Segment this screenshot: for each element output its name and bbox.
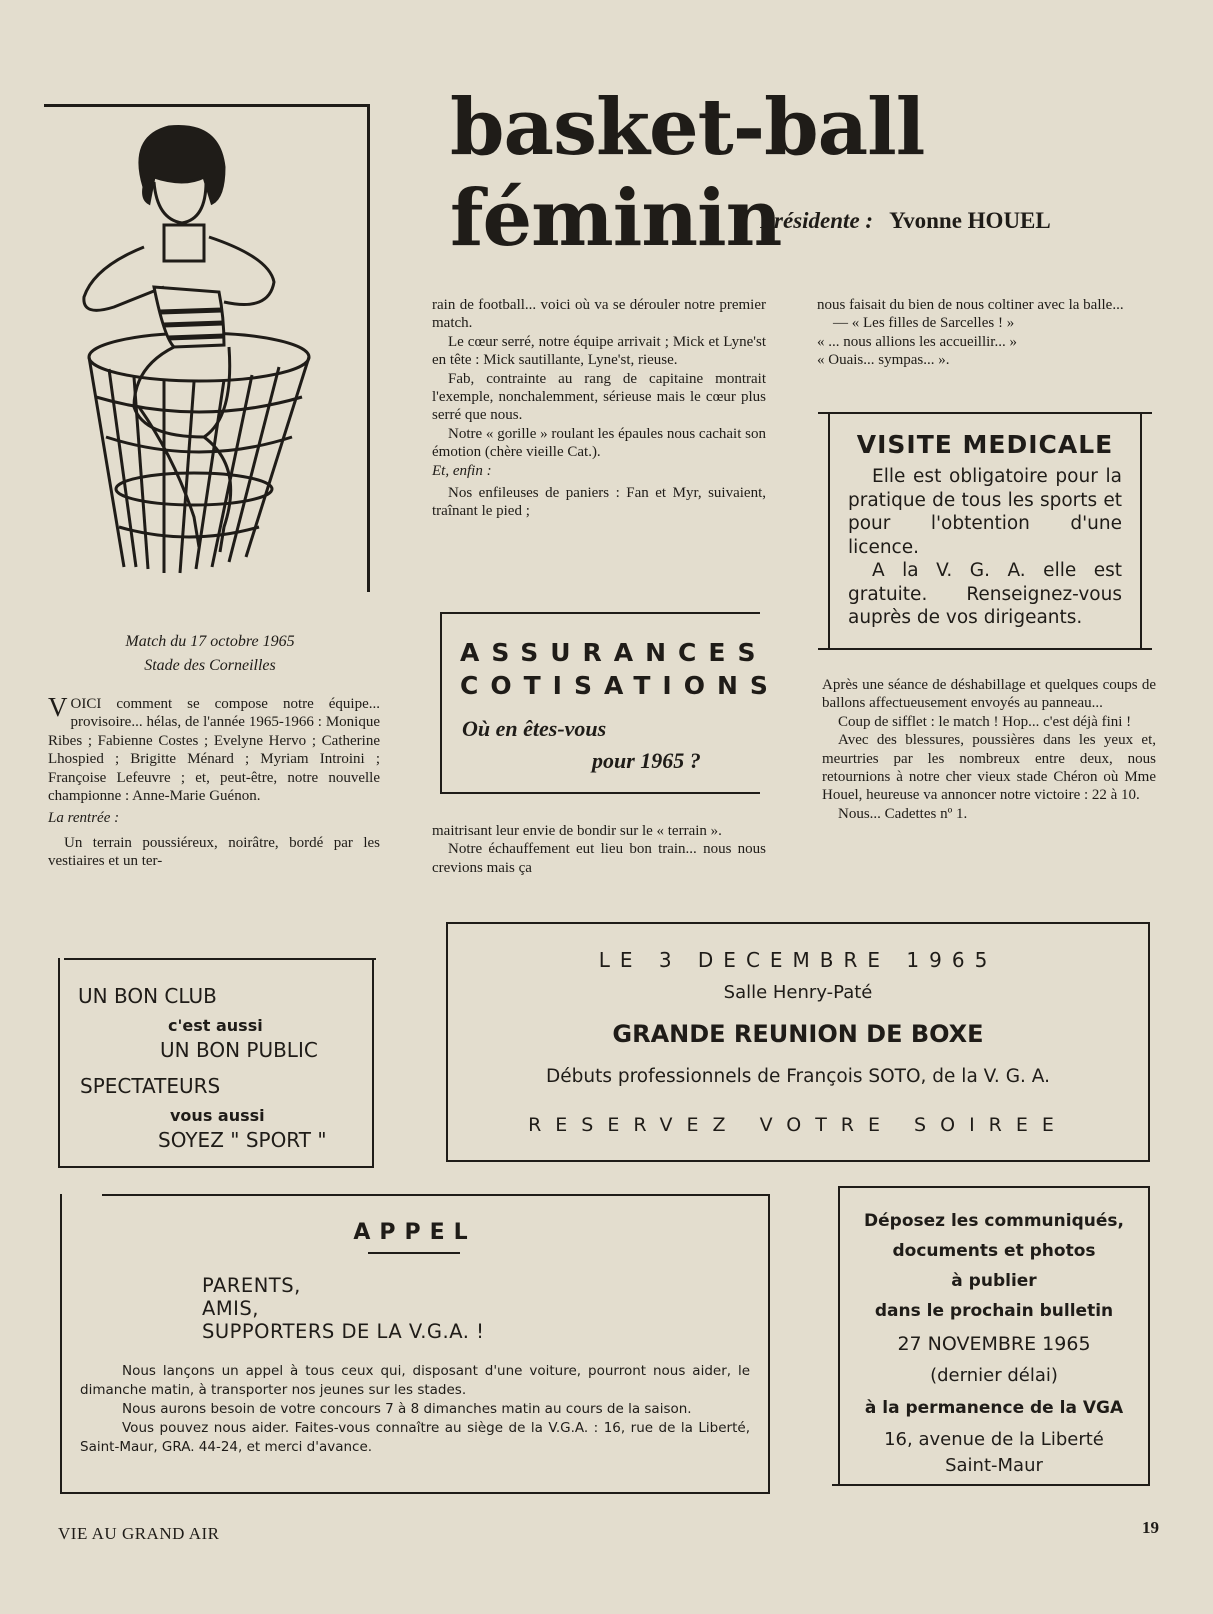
president-name: Yvonne HOUEL [889, 208, 1051, 233]
depose-address: Saint-Maur [945, 1455, 1043, 1476]
caption-line: Stade des Corneilles [144, 657, 276, 674]
article-paragraph: Le cœur serré, notre équipe arrivait ; Mick et Lyne'st en tête : Mick sautillante, Lyne'st, rieuse. [432, 333, 766, 369]
depose-line: Déposez les communiqués, [864, 1211, 1124, 1231]
illustration-frame [44, 104, 370, 592]
article-subhead: La rentrée : [48, 810, 120, 827]
depose-communiques-box [838, 1186, 1150, 1486]
visite-title: VISITE MEDICALE [856, 430, 1114, 459]
article-subhead: Et, enfin : [432, 462, 492, 479]
bon-club-box [58, 958, 374, 1168]
club-line: UN BON CLUB [78, 984, 217, 1008]
appel-box [60, 1194, 770, 1494]
article-paragraph: Nos enfileuses de paniers : Fan et Myr, suivaient, traînant le pied ; [432, 485, 766, 520]
article-paragraph: Notre échauffement eut lieu bon train... nous nous crevions mais ça [432, 841, 766, 876]
drop-cap: V [48, 692, 68, 722]
depose-line: à publier [951, 1271, 1037, 1291]
article-dialogue: « ... nous allions les accueillir... » [817, 333, 1017, 350]
article-paragraph: Un terrain poussiéreux, noirâtre, bordé par les vestiaires et un ter- [48, 834, 380, 870]
assurances-box [440, 612, 780, 794]
appel-body: Nous lançons un appel à tous ceux qui, disposant d'une voiture, pourront nous aider, le dimanche matin, à transporter nos jeunes sur les stades. Nous aurons besoin de votre concours 7 à 8 dimanches matin au cours de la saison. Vous pouvez nous aider. Faites-vous connaître au siège de la V.G.A. : 16, rue de la Liberté, Saint-Maur, GRA. 44-24, et merci d'avance. [80, 1363, 750, 1455]
club-line: SPECTATEURS [80, 1074, 221, 1098]
depose-address: 16, avenue de la Liberté [884, 1429, 1104, 1450]
page-title: basket-ball féminin [450, 82, 925, 264]
appel-underline [368, 1252, 460, 1254]
article-paragraph: Après une séance de déshabillage et quelques coups de ballons affectueusement envoyés au panneau... [822, 677, 1156, 712]
assurances-question: pour 1965 ? [592, 748, 701, 773]
assurances-question: Où en êtes-vous [462, 716, 607, 741]
article-column-2 [432, 296, 766, 521]
article-dialogue: — « Les filles de Sarcelles ! » [833, 315, 1015, 332]
article-paragraph: rain de football... voici où va se dérouler notre premier match. [432, 297, 766, 332]
depose-line: à la permanence de la VGA [864, 1398, 1124, 1418]
appel-title: APPEL [353, 1220, 477, 1245]
article-paragraph: Avec des blessures, poussières dans les yeux et, meurtries par les nombreux entre deux, nous retournions à notre cher vieux stade Chéron où Mme Houel, heureuse va annoncer notre victoire : 22 à 10. [822, 732, 1156, 804]
boxe-cta: RESERVEZ VOTRE SOIREE [528, 1114, 1068, 1136]
boxe-venue: Salle Henry-Paté [723, 982, 873, 1003]
article-paragraph: Coup de sifflet : le match ! Hop... c'est déjà fini ! [838, 713, 1132, 730]
article-paragraph: nous faisait du bien de nous coltiner avec la balle... [817, 297, 1124, 313]
article-dialogue: « Ouais... sympas... ». [817, 352, 950, 369]
visite-text: Elle est obligatoire pour la pratique de tous les sports et pour l'obtention d'une licence. A la V. G. A. elle est gratuite. Renseignez-vous auprès de vos dirigeants. [848, 466, 1122, 628]
article-paragraph: Fab, contrainte au rang de capitaine montrait l'exemple, nonchalemment, sérieuse mais le cœur plus serré que nous. [432, 370, 766, 424]
club-line: UN BON PUBLIC [160, 1038, 318, 1062]
match-caption [60, 630, 360, 678]
boxe-announcement-box [446, 922, 1150, 1162]
cotisations-heading: COTISATIONS [460, 671, 780, 700]
article-column-3-continued [822, 676, 1156, 823]
depose-line: dans le prochain bulletin [874, 1301, 1114, 1321]
president-label: Présidente : [760, 208, 874, 233]
visite-medicale-box [828, 412, 1142, 650]
boxe-headline: GRANDE REUNION DE BOXE [612, 1020, 984, 1048]
caption-line: Match du 17 octobre 1965 [125, 633, 295, 650]
article-paragraph: maitrisant leur envie de bondir sur le « terrain ». [432, 823, 722, 839]
article-paragraph: Notre « gorille » roulant les épaules nous cachait son émotion (chère vieille Cat.). [432, 425, 766, 461]
article-paragraph: VOICI comment se compose notre équipe... provisoire... hélas, de l'année 1965-1966 : Monique Ribes ; Fabienne Costes ; Evelyne Hervo ; Catherine Lhospied ; Brigitte Ménard ; Myriam Introini ; Françoise Lefeuvre ; et, peut-être, notre nouvelle championne : Anne-Marie Guénon. [48, 692, 380, 805]
depose-date: 27 NOVEMBRE 1965 [897, 1333, 1091, 1355]
president-line [760, 208, 1051, 234]
boxe-date: LE 3 DECEMBRE 1965 [598, 948, 998, 972]
appel-heading: PARENTS, AMIS, SUPPORTERS DE LA V.G.A. ! [202, 1274, 485, 1343]
girl-on-basket-illustration [24, 107, 350, 595]
publication-name: VIE AU GRAND AIR [58, 1524, 220, 1543]
club-line: vous aussi [170, 1106, 265, 1125]
article-column-3 [817, 296, 1157, 370]
club-line: SOYEZ " SPORT " [158, 1128, 327, 1152]
page-number: 19 [1142, 1518, 1159, 1537]
club-line: c'est aussi [168, 1016, 263, 1035]
depose-line: (dernier délai) [930, 1365, 1058, 1386]
depose-line: documents et photos [892, 1241, 1096, 1261]
article-paragraph: Nous... Cadettes nº 1. [838, 805, 968, 822]
article-column-2-continued [432, 822, 766, 877]
boxe-subline: Débuts professionnels de François SOTO, de la V. G. A. [546, 1066, 1050, 1087]
assurances-heading: ASSURANCES [460, 638, 768, 667]
article-column-1 [48, 692, 380, 871]
